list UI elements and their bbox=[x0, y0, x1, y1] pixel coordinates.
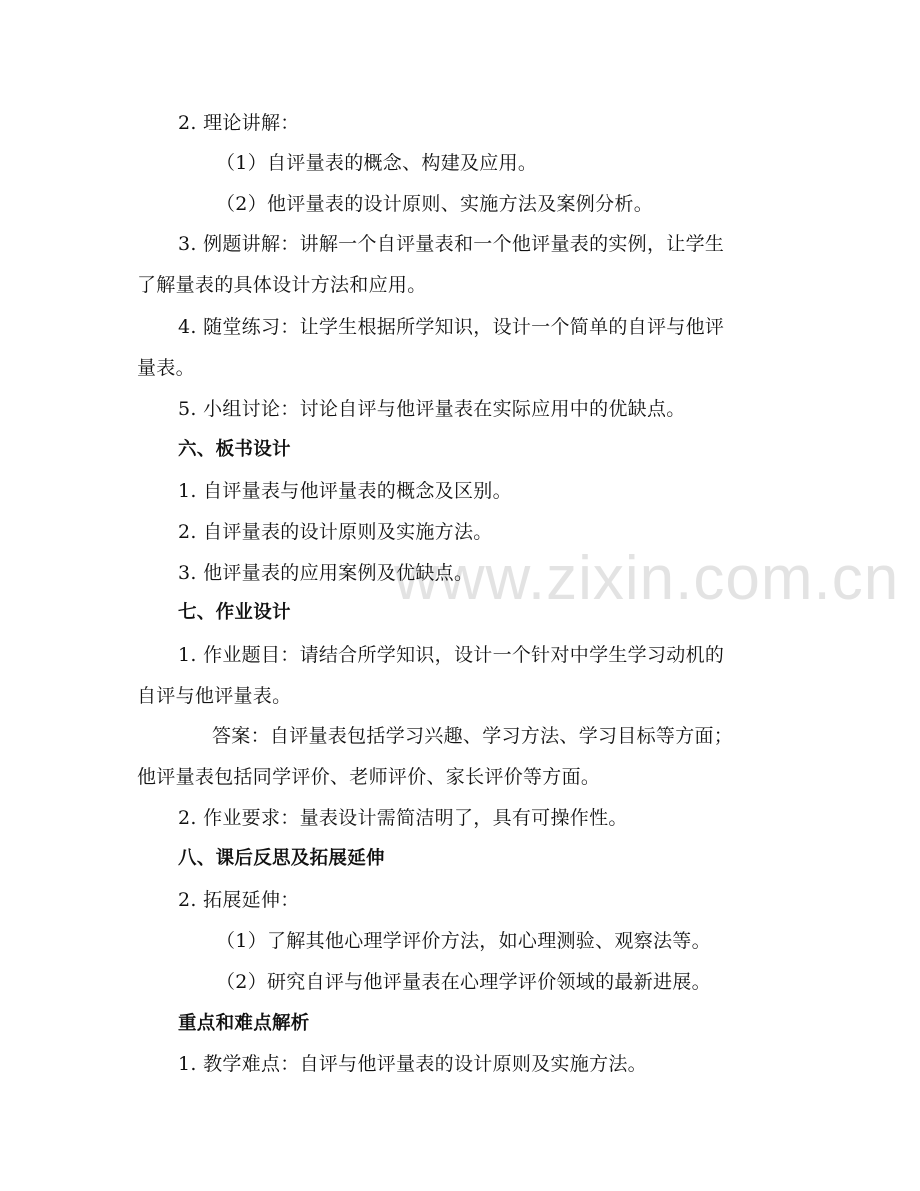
paragraph-continuation: 他评量表包括同学评价、老师评价、家长评价等方面。 bbox=[137, 766, 601, 788]
sub-list-item: （1）了解其他心理学评价方法，如心理测验、观察法等。 bbox=[216, 930, 711, 952]
paragraph-continuation: 量表。 bbox=[137, 357, 195, 379]
watermark: www.zixin.com.cn bbox=[394, 544, 900, 613]
answer-paragraph: 答案：自评量表包括学习兴趣、学习方法、学习目标等方面； bbox=[212, 725, 734, 747]
list-item: 3. 他评量表的应用案例及优缺点。 bbox=[178, 562, 474, 584]
list-item: 2. 理论讲解： bbox=[178, 112, 300, 134]
list-item: 2. 作业要求：量表设计需简洁明了，具有可操作性。 bbox=[178, 807, 628, 829]
section-heading: 六、板书设计 bbox=[178, 439, 291, 460]
list-item: 5. 小组讨论：讨论自评与他评量表在实际应用中的优缺点。 bbox=[178, 398, 686, 420]
list-item: 2. 自评量表的设计原则及实施方法。 bbox=[178, 521, 493, 543]
sub-list-item: （1）自评量表的概念、构建及应用。 bbox=[216, 152, 538, 174]
sub-list-item: （2）他评量表的设计原则、实施方法及案例分析。 bbox=[216, 193, 653, 215]
paragraph-continuation: 了解量表的具体设计方法和应用。 bbox=[137, 274, 427, 296]
section-heading: 八、课后反思及拓展延伸 bbox=[178, 848, 385, 869]
list-item: 4. 随堂练习：让学生根据所学知识，设计一个简单的自评与他评 bbox=[178, 316, 725, 338]
sub-list-item: （2）研究自评与他评量表在心理学评价领域的最新进展。 bbox=[216, 971, 711, 993]
list-item: 3. 例题讲解：讲解一个自评量表和一个他评量表的实例，让学生 bbox=[178, 233, 725, 255]
paragraph-continuation: 自评与他评量表。 bbox=[137, 685, 292, 707]
section-heading: 七、作业设计 bbox=[178, 602, 291, 623]
list-item: 1. 自评量表与他评量表的概念及区别。 bbox=[178, 480, 512, 502]
list-item: 1. 作业题目：请结合所学知识，设计一个针对中学生学习动机的 bbox=[178, 644, 725, 666]
list-item: 1. 教学难点：自评与他评量表的设计原则及实施方法。 bbox=[178, 1053, 647, 1075]
list-item: 2. 拓展延伸： bbox=[178, 889, 300, 911]
section-heading: 重点和难点解析 bbox=[178, 1013, 310, 1034]
